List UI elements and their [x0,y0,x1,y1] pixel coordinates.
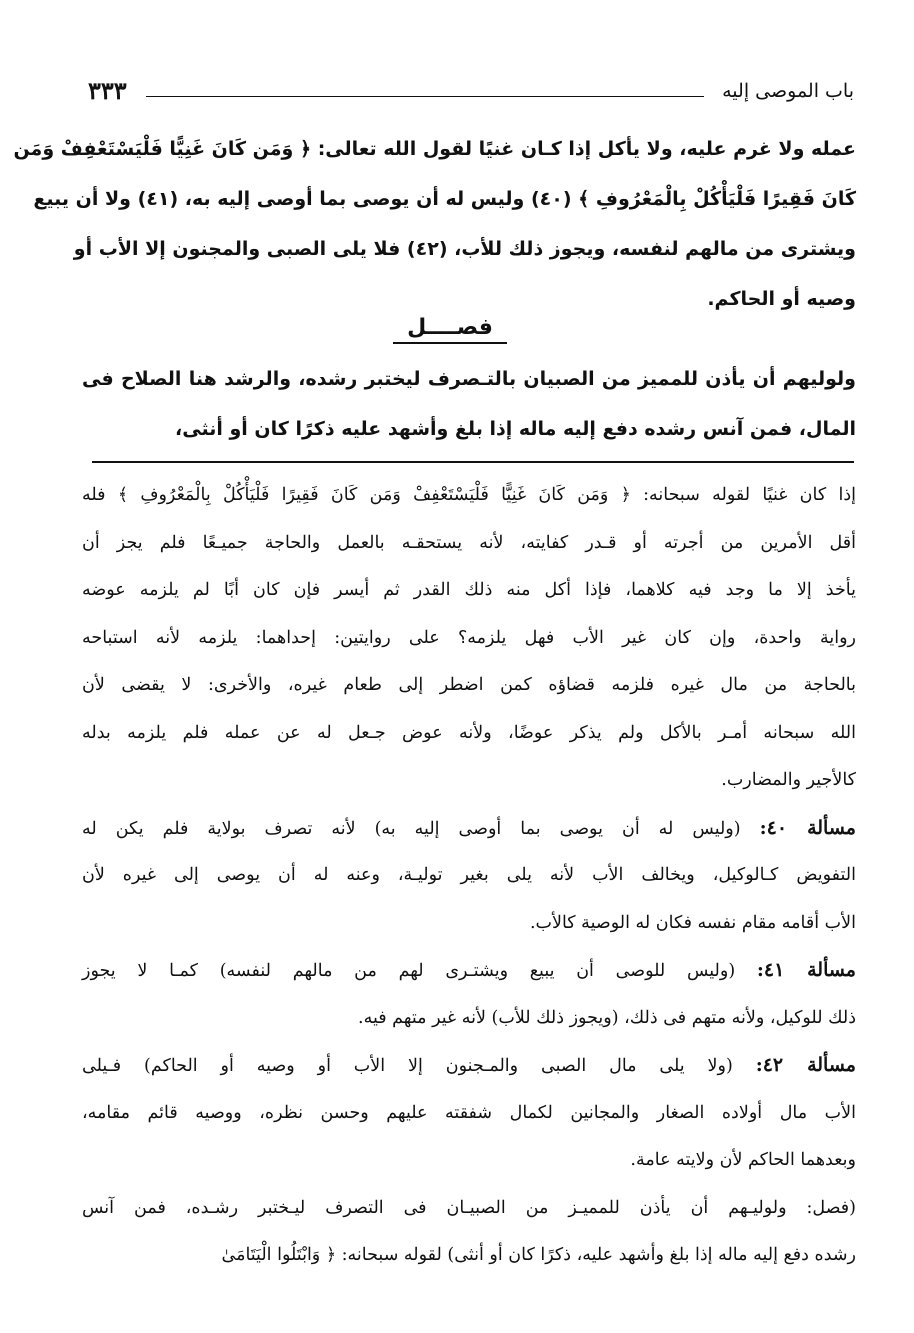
commentary-line: الأب أقامه مقام نفسه فكان له الوصية كالأب. [529,912,856,933]
section-line: ولوليهم أن يأذن للمميز من الصبيان بالتـصرف ليختبر رشده، والرشد هنا الصلاح فى [82,368,856,390]
commentary-line: (فصل: ولوليـهم أن يأذن للمميـز من الصبيـان فى التصرف ليـختبر رشـده، فمن آنس [82,1197,856,1218]
commentary-line: يأخذ إلا ما وجد فيه كلاهما، فإذا أكل منه ذلك القدر ثم أيسر فإن كان أبًا لم يلزمه عوضه [82,580,856,600]
masala-41-line: مسألة ٤١: (وليس للوصى أن يبيع ويشتـرى لهم من مالهم لنفسه) كمـا لا يجوز [82,959,856,981]
commentary-line: أقل الأمرين من أجرته أو قـدر كفايته، لأنه يستحقـه بالعمل والحاجة جميـعًا فلم يجز أن [82,532,856,553]
main-text [13,124,856,324]
main-line: ويشترى من مالهم لنفسه، ويجوز ذلك للأب، (٤٢) فلا يلى الصبى والمجنون إلا الأب أو [73,238,856,260]
masala-42-line: مسألة ٤٢: (ولا يلى مال الصبى والمـجنون إلا الأب أو وصيه أو الحاكم) فـيلى [82,1054,856,1076]
commentary-line: رشده دفع إليه ماله إذا بلغ وأشهد عليه، ذكرًا كان أو أنثى) لقوله سبحانه: ﴿ وَابْتَلُوا الْيَتَامَىٰ [221,1245,856,1265]
footnote-divider [92,461,854,463]
commentary-line: التفويض كـالوكيل، ويخالف الأب لأنه يلى بغير توليـة، وعنه له أن يوصى إلى غيره لأن [82,865,856,885]
commentary-line: كالأجير والمضارب. [721,770,856,790]
masala-41-label: مسألة ٤١: [756,959,856,981]
commentary-line: بالحاجة من مال غيره فلزمه قضاؤه كمن اضطر إلى طعام غيره، والأخرى: لا يقضى لأن [82,675,856,695]
main-line: عمله ولا غرم عليه، ولا يأكل إذا كـان غنيًا لقول الله تعالى: ﴿ وَمَن كَانَ غَنِيًّا فَلْيَسْتَعْفِفْ وَمَن [13,138,856,160]
section-text [82,354,856,454]
header-rule [146,96,704,97]
page-header [88,76,854,112]
page-number: ٣٣٣ [88,76,127,105]
commentary-line: ذلك للوكيل، ولأنه متهم فى ذلك، (ويجوز ذلك للأب) لأنه غير متهم فيه. [358,1007,856,1028]
commentary-line: إذا كان غنيًا لقوله سبحانه: ﴿ وَمَن كَانَ غَنِيًّا فَلْيَسْتَعْفِفْ وَمَن كَانَ فَقِيرًا فَلْيَأْكُلْ بِالْمَعْرُوفِ ﴾ فله [82,485,856,505]
commentary-line: الأب مال أولاده الصغار والمجانين لكمال شفقته عليهم وحسن نظره، ووصيه قائم مقامه، [82,1102,856,1123]
commentary-line: وبعدهما الحاكم لأن ولايته عامة. [630,1150,856,1170]
commentary [82,472,856,1280]
main-line: كَانَ فَقِيرًا فَلْيَأْكُلْ بِالْمَعْرُوفِ ﴾ (٤٠) وليس له أن يوصى بما أوصى إليه به، (٤١) ولا أن يبيع [33,188,856,210]
masala-40-label: مسألة ٤٠: [759,816,856,839]
main-line: وصيه أو الحاكم. [707,288,856,310]
chapter-title: باب الموصى إليه [722,80,854,102]
commentary-line: الله سبحانه أمـر بالأكل ولم يذكر عوضًا، ولأنه عوض جـعل له عن عمله فلم يلزمه بدله [82,722,856,743]
masala-42-label: مسألة ٤٢: [755,1054,856,1076]
masala-40-line: مسألة ٤٠: (وليس له أن يوصى بما أوصى إليه به) لأنه تصرف بولاية فلم يكن له [82,816,856,839]
commentary-line: رواية واحدة، وإن كان غير الأب فهل يلزمه؟ على روايتين: إحداهما: يلزمه لأنه استباحه [82,627,856,648]
section-heading: فصــــل [380,315,520,344]
section-line: المال، فمن آنس رشده دفع إليه ماله إذا بلغ وأشهد عليه ذكرًا كان أو أنثى، [175,418,856,440]
